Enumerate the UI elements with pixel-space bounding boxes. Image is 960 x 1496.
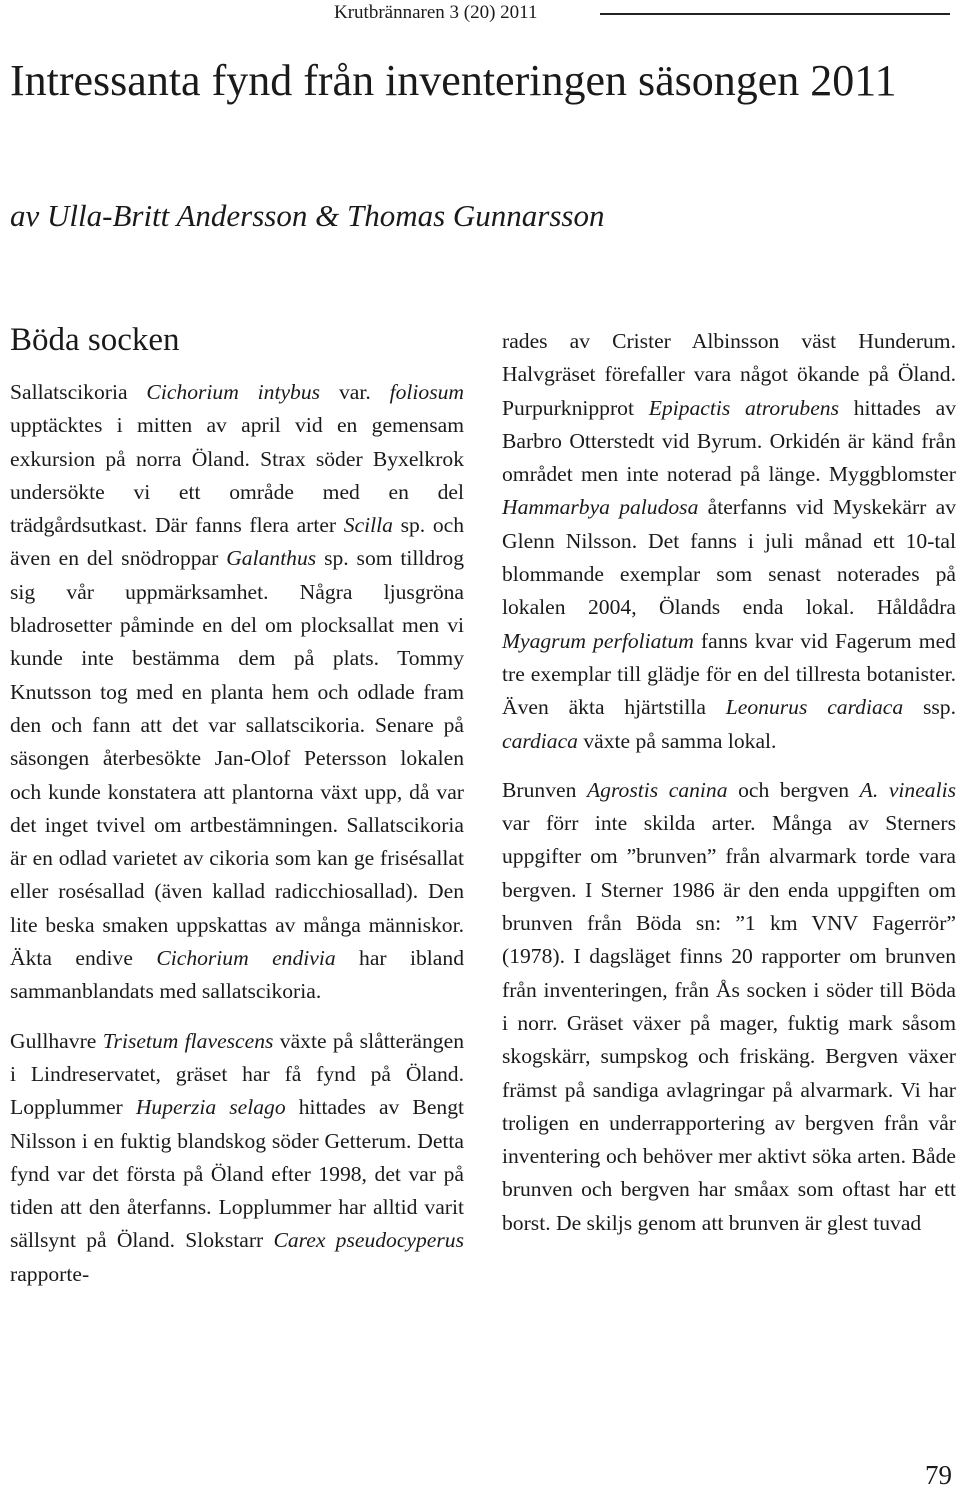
text-run: upptäcktes i mitten av april vid en gemensam exkursion på norra Öland. Strax söder Byxelkrok undersökte vi ett område med en del trädgårdsutkast. Där fanns flera arter xyxy=(10,413,464,538)
text-run: Sallatscikoria xyxy=(10,380,147,404)
paragraph xyxy=(10,1025,464,1291)
text-run: rades av Crister Albinsson väst Hunderum. Halvgräset förefaller vara något ökande på Öland. Purpurknipprot xyxy=(502,329,956,420)
species-name: Galanthus xyxy=(226,546,317,571)
running-header xyxy=(0,0,960,28)
left-column xyxy=(10,376,464,1291)
text-run: var. xyxy=(320,380,390,404)
text-run: och bergven xyxy=(727,777,860,802)
text-run: växte på slåtterängen i Lindreservatet, gräset har få fynd på Öland. Lopplummer xyxy=(10,1028,464,1120)
article-byline: av Ulla-Britt Andersson & Thomas Gunnarsson xyxy=(10,198,605,233)
species-name: Hammarbya paludosa xyxy=(502,495,699,520)
species-name: Trisetum flavescens xyxy=(102,1028,274,1053)
text-run: har ibland sammanblandats med sallatscikoria. xyxy=(10,946,464,1004)
right-column xyxy=(502,325,956,1240)
paragraph xyxy=(10,376,464,1009)
text-run: återfanns vid Myskekärr av Glenn Nilsson. Det fanns i juli månad ett 10-tal blommande exemplar som senast noterades på lokalen 2004, Ölands enda lokal. Håldådra xyxy=(502,495,956,620)
journal-issue-label: Krutbrännaren 3 (20) 2011 xyxy=(334,2,538,23)
species-name: cardiaca xyxy=(502,728,578,753)
species-name: A. vinealis xyxy=(859,777,957,802)
species-name: foliosum xyxy=(389,380,464,404)
species-name: Epipactis atrorubens xyxy=(648,395,839,420)
text-run: Brunven xyxy=(502,777,587,802)
text-run: Gullhavre xyxy=(10,1028,103,1053)
text-run: var förr inte skilda arter. Många av Sterners uppgifter om ”brunven” från alvarmark torde vara bergven. I Sterner 1986 är den enda uppgiften om brunven från Böda sn: ”1 km VNV Fagerrör” (1978). I dagsläget finns 20 rapporter om brunven från inventeringen, från Ås socken i söder till Böda i norr. Gräset växer på mager, fuktig mark såsom skogskärr, sumpskog och friskäng. Bergven växer främst på sandiga avlagringar på alvarmark. Vi har troligen en underrapportering av bergven från vår inventering och behöver mer aktivt söka arten. Både brunven och bergven har småax som oftast har ett borst. De skiljs genom att brunven är glest tuvad xyxy=(502,811,956,1235)
species-name: Cichorium endivia xyxy=(156,946,336,971)
paragraph xyxy=(502,774,956,1240)
species-name: Scilla xyxy=(343,513,393,538)
species-name: Leonurus cardiaca xyxy=(725,695,904,720)
paragraph xyxy=(502,325,956,758)
section-heading: Böda socken xyxy=(10,322,180,358)
page-number: 79 xyxy=(925,1460,952,1490)
text-run: rapporte- xyxy=(10,1261,90,1286)
text-run: hittades av Barbro Otterstedt vid Byrum. Orkidén är känd från området men inte noterad på länge. Myggblomster xyxy=(502,395,956,487)
header-rule xyxy=(600,13,950,15)
species-name: Agrostis canina xyxy=(586,777,728,802)
text-run: fanns kvar vid Fagerum med tre exemplar till glädje för en del tillresta botanister. Även äkta hjärtstilla xyxy=(502,628,956,720)
article-title: Intressanta fynd från inventeringen säsongen 2011 xyxy=(10,56,897,105)
species-name: Myagrum perfoliatum xyxy=(502,628,694,653)
text-run: ssp. xyxy=(903,695,956,720)
text-run: sp. som tilldrog sig vår uppmärksamhet. Några ljusgröna bladrosetter påminde en del om plocksallat men vi kunde inte bestämma dem på plats. Tommy Knutsson tog med en planta hem och odlade fram den och fann att det var sallatscikoria. Senare på säsongen återbesökte Jan-Olof Petersson lokalen och kunde konstatera att plantorna växt upp, då var det inget tvivel om artbestämningen. Sallatscikoria är en odlad varietet av cikoria som kan ge frisésallat eller rosésallad (även kallad radicchiosallad). Den lite beska smaken uppskattas av många människor. Äkta endive xyxy=(10,546,464,971)
species-name: Carex pseudocyperus xyxy=(273,1228,464,1253)
text-run: sp. och även en del snödroppar xyxy=(10,513,465,571)
text-run: växte på samma lokal. xyxy=(577,728,777,753)
species-name: Cichorium intybus xyxy=(146,380,321,404)
text-run: hittades av Bengt Nilsson i en fuktig blandskog söder Getterum. Detta fynd var det första på Öland efter 1998, det var på tiden att den återfanns. Lopplummer har alltid varit sällsynt på Öland. Slokstarr xyxy=(10,1095,464,1253)
species-name: Huperzia selago xyxy=(135,1095,286,1120)
